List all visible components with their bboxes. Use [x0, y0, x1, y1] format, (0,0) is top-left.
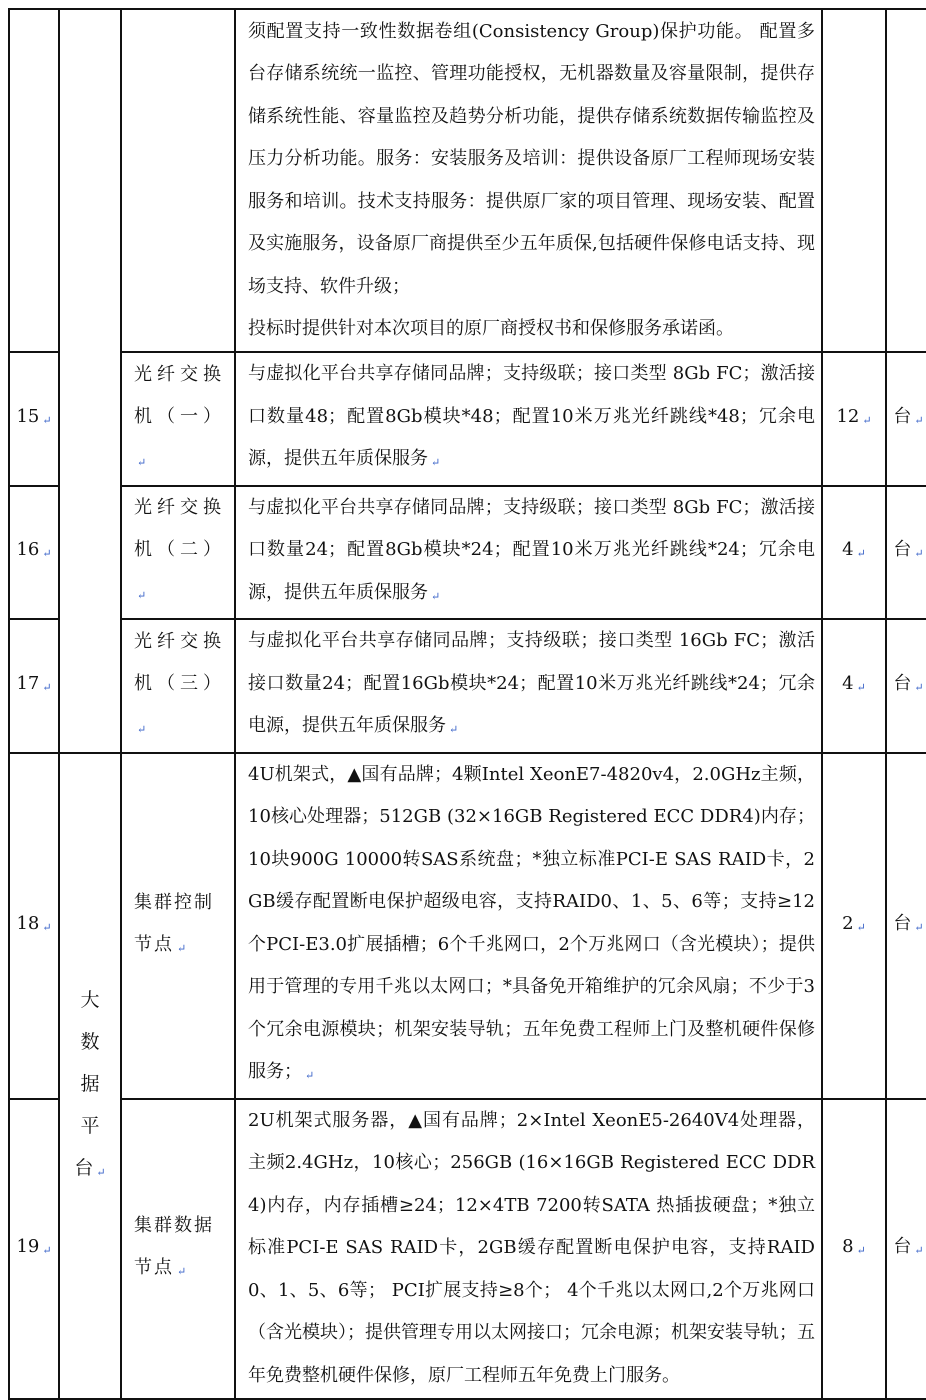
- item-name-cell: 光纤交换机（三）↵: [121, 619, 235, 753]
- row-number-cell: 15 ↵: [9, 352, 59, 486]
- row-number-cell: 16 ↵: [9, 486, 59, 620]
- unit-cell: 台 ↵: [886, 753, 926, 1099]
- equipment-spec-table: [8, 8, 926, 1400]
- quantity-cell: 8 ↵: [822, 1099, 886, 1399]
- row-number-cell: [9, 9, 59, 352]
- item-name-cell: 集群数据节点 ↵: [121, 1099, 235, 1399]
- table-row: [9, 619, 926, 753]
- item-name-cell: 光纤交换机（一）↵: [121, 352, 235, 486]
- spec-text: 4U机架式，▲国有品牌；4颗Intel XeonE7-4820v4，2.0GHz主频，10核心处理器；512GB (32×16GB Registered ECC DDR4)内存；10块900G 10000转SAS系统盘；*独立标准PCI-E SAS RAID卡，2GB缓存配置断电保护超级电容，支持RAID0、1、5、6等；支持≥12个PCI-E3.0扩展插槽；6个千兆网口，2个万兆网口（含光模块）；提供用于管理的专用千兆以太网口；*具备免开箱维护的冗余风扇；不少于3个冗余电源模块；机架安装导轨；五年免费工程师上门及整机硬件保修服务； ↵: [248, 763, 815, 1082]
- quantity-cell: 2 ↵: [822, 753, 886, 1099]
- quantity-cell: [822, 9, 886, 352]
- category-cell-big-data-platform: [59, 753, 121, 1399]
- spec-cell: [235, 486, 822, 620]
- row-number-cell: 18 ↵: [9, 753, 59, 1099]
- spec-cell: [235, 352, 822, 486]
- quantity-cell: 12 ↵: [822, 352, 886, 486]
- table-row: [9, 753, 926, 1099]
- quantity-cell: 4 ↵: [822, 486, 886, 620]
- spec-cell: [235, 9, 822, 352]
- spec-cell: [235, 753, 822, 1099]
- table-row: [9, 1099, 926, 1399]
- category-label: 大 数 据 平 台 ↵: [74, 989, 106, 1179]
- spec-cell: [235, 1099, 822, 1399]
- unit-cell: 台 ↵: [886, 486, 926, 620]
- spec-text: 2U机架式服务器，▲国有品牌；2×Intel XeonE5-2640V4处理器，主频2.4GHz，10核心；256GB (16×16GB Registered ECC DDR4)内存，内存插槽≥24；12×4TB 7200转SATA 热插拔硬盘；*独立标准PCI-E SAS RAID卡，2GB缓存配置断电保护电容，支持RAID0、1、5、6等； PCI扩展支持≥8个； 4个千兆以太网口,2个万兆网口（含光模块）；提供管理专用以太网接口；冗余电源；机架安装导轨；五年免费整机硬件保修，原厂工程师五年免费上门服务。: [248, 1109, 815, 1386]
- spec-cell: [235, 619, 822, 753]
- spec-text: 与虚拟化平台共享存储同品牌；支持级联；接口类型 16Gb FC；激活接口数量24；配置16Gb模块*24；配置10米万兆光纤跳线*24；冗余电源，提供五年质保服务 ↵: [248, 630, 815, 736]
- item-name-cell: 光纤交换机（二）↵: [121, 486, 235, 620]
- quantity-cell: 4 ↵: [822, 619, 886, 753]
- item-name-cell: [121, 9, 235, 352]
- item-name-cell: 集群控制节点 ↵: [121, 753, 235, 1099]
- unit-cell: 台 ↵: [886, 1099, 926, 1399]
- row-number-cell: 17 ↵: [9, 619, 59, 753]
- row-number-cell: 19 ↵: [9, 1099, 59, 1399]
- unit-cell: 台 ↵: [886, 352, 926, 486]
- spec-text: 与虚拟化平台共享存储同品牌；支持级联；接口类型 8Gb FC；激活接口数量48；配置8Gb模块*48；配置10米万兆光纤跳线*48；冗余电源，提供五年质保服务 ↵: [248, 363, 815, 469]
- category-cell-previous: [59, 9, 121, 753]
- table-row: [9, 486, 926, 620]
- unit-cell: 台 ↵: [886, 619, 926, 753]
- table-row: [9, 352, 926, 486]
- unit-cell: [886, 9, 926, 352]
- table-row: [9, 9, 926, 352]
- spec-text: 须配置支持一致性数据卷组(Consistency Group)保护功能。 配置多台存储系统统一监控、管理功能授权，无机器数量及容量限制，提供存储系统性能、容量监控及趋势分析功能，提供存储系统数据传输监控及压力分析功能。服务：安装服务及培训：提供设备原厂工程师现场安装服务和培训。技术支持服务：提供原厂家的项目管理、现场安装、配置及实施服务，设备原厂商提供至少五年质保,包括硬件保修电话支持、现场支持、软件升级； 投标时提供针对本次项目的原厂商授权书和保修服务承诺函。: [248, 20, 815, 339]
- spec-text: 与虚拟化平台共享存储同品牌；支持级联；接口类型 8Gb FC；激活接口数量24；配置8Gb模块*24；配置10米万兆光纤跳线*24；冗余电源，提供五年质保服务 ↵: [248, 496, 815, 603]
